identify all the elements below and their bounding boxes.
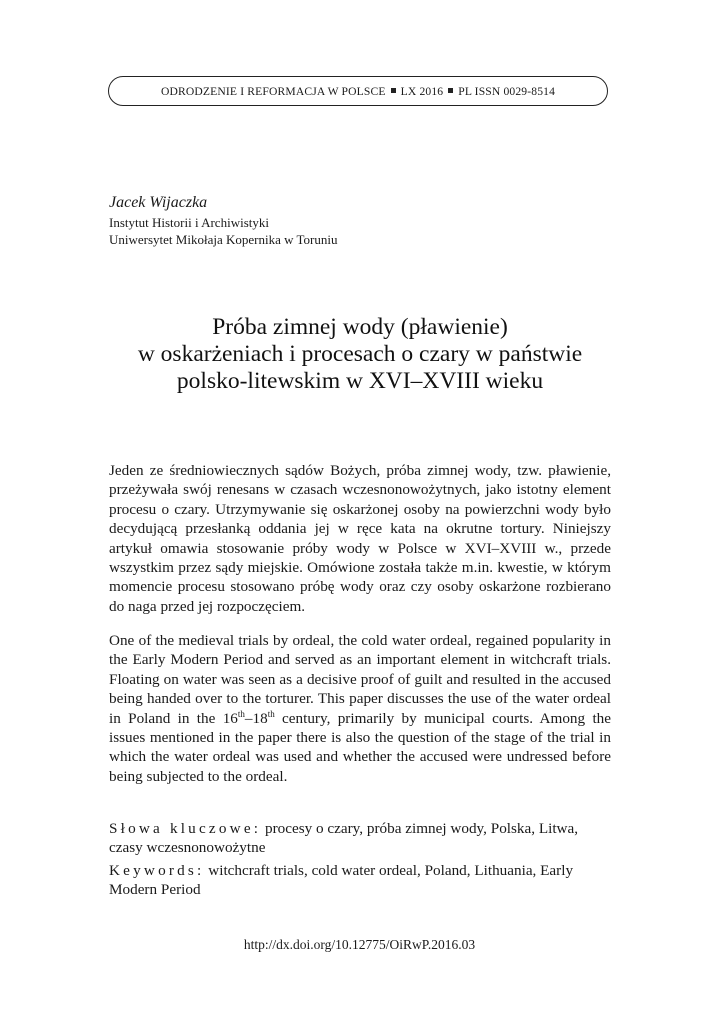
keywords-english	[109, 861, 611, 900]
abstract-english-part: One of the medieval trials by ordeal, the cold water ordeal, regained popularity in the Early Modern Period and served as an important element in witchcraft trials. Floating on water was seen as a decisive proof of guilt and resulted in the accused being handed over to the torturer. This paper discusses the use of the water ordeal in Poland in the 16	[109, 632, 611, 727]
keywords-polish-text: procesy o czary, próba zimnej wody, Polska, Litwa, czasy wczesnonowożytne	[109, 820, 579, 857]
superscript: th	[237, 708, 245, 719]
journal-header	[108, 76, 608, 106]
journal-issn: PL ISSN 0029-8514	[458, 84, 556, 98]
keywords-english-text: witchcraft trials, cold water ordeal, Poland, Lithuania, Early Modern Period	[109, 862, 574, 899]
square-separator-icon	[448, 88, 453, 93]
author-name: Jacek Wijaczka	[109, 194, 208, 211]
title-line: w oskarżeniach i procesach o czary w państwie	[137, 341, 583, 367]
journal-name: ODRODZENIE I REFORMACJA W POLSCE	[160, 84, 386, 98]
author-affiliation-university: Uniwersytet Mikołaja Kopernika w Toruniu	[109, 232, 338, 247]
author-block	[109, 192, 337, 248]
superscript: th	[267, 708, 275, 719]
article-title	[100, 314, 620, 395]
keywords-polish-label: Słowa kluczowe:	[109, 820, 262, 837]
square-separator-icon	[391, 88, 396, 93]
keywords-english-label: Keywords:	[109, 862, 205, 879]
title-line: Próba zimnej wody (pławienie)	[212, 314, 508, 340]
abstract-polish: Jeden ze średniowiecznych sądów Bożych, próba zimnej wody, tzw. pławienie, przeżywała swój renesans w czasach wczesnonowożytnych, jako istotny element procesu o czary. Utrzymywanie się oskarżonej osoby na powierzchni wody było decydującą przesłanką oddania jej w ręce kata na okrutne tortury. Niniejszy artykuł omawia stosowanie próby wody w Polsce w XVI–XVIII w., przede wszystkim przez sądy miejskie. Omówione została także m.in. kwestie, w którym momencie procesu stosowano próbę wody oraz czy osoby oskarżone rozbierano do naga przed jej rozpoczęciem.	[109, 462, 611, 615]
journal-volume: LX 2016	[400, 84, 444, 98]
abstract-english-part: –18	[244, 709, 268, 727]
title-line: polsko-litewskim w XVI–XVIII wieku	[176, 368, 544, 394]
author-affiliation-institute: Instytut Historii i Archiwistyki	[109, 215, 269, 230]
abstract-english	[109, 631, 611, 786]
abstract-english-part: century, primarily by municipal courts. Among the issues mentioned in the paper there is also the question of the stage of the trial in which the water ordeal was used and whether the accused were undressed before being subjected to the ordeal.	[109, 709, 611, 785]
doi-link[interactable]: http://dx.doi.org/10.12775/OiRwP.2016.03	[243, 937, 476, 952]
keywords-polish	[109, 819, 611, 858]
